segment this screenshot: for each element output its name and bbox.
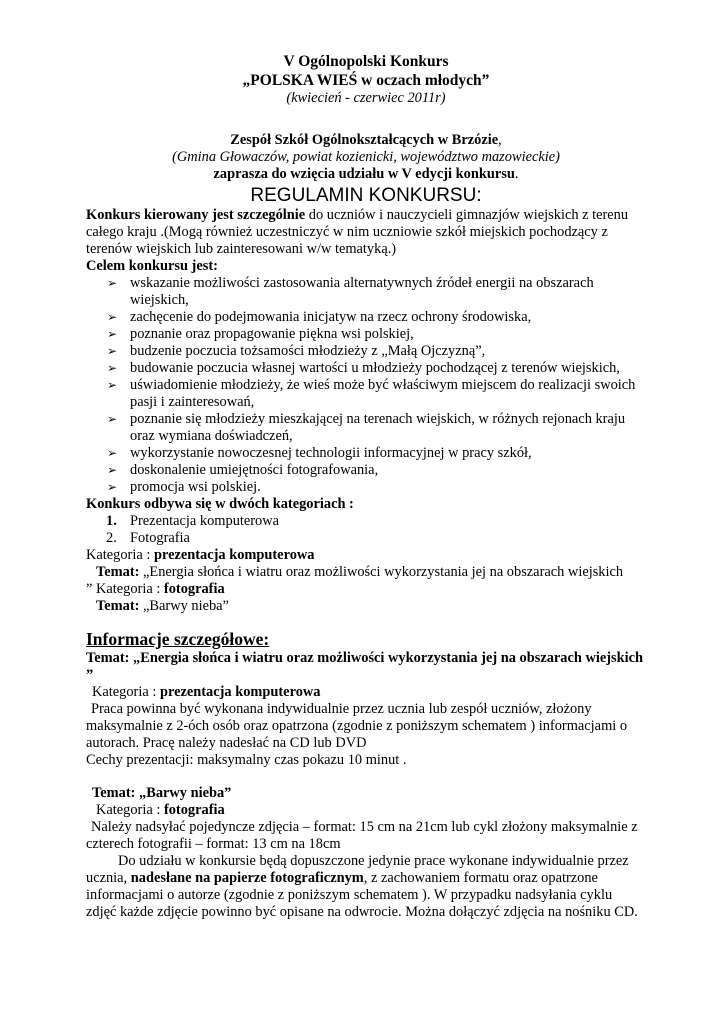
invite-line — [86, 166, 646, 183]
goal-item — [86, 326, 646, 343]
goal-text: poznanie oraz propagowanie piękna wsi polskiej, — [130, 326, 414, 342]
summary-temat2 — [86, 598, 646, 615]
details-cat2-value: fotografia — [163, 802, 225, 818]
summary-temat1 — [86, 564, 646, 581]
arrow-bullet-icon: ➢ — [107, 310, 118, 324]
details-para3-b: , z zachowaniem formatu oraz opatrzone informacjami o autorze (zgodnie z poniższym schematem ). W przypadku nadsyłania cyklu zdjęć każde zdjęcie powinno być opisane na odwrocie. Można dołączyć zdjęcia na nośniku CD. — [86, 870, 638, 920]
goal-text: budowanie poczucia własnej wartości u młodzieży pochodzącej z terenów wiejskich, — [130, 360, 620, 376]
goal-item — [86, 462, 646, 479]
details-temat1: Temat: „Energia słońca i wiatru oraz możliwości wykorzystania jej na obszarach wiejskich ” — [86, 650, 644, 683]
arrow-bullet-icon: ➢ — [107, 344, 118, 358]
summary-temat2-label: Temat: — [96, 598, 140, 614]
organizer-suffix: , — [498, 132, 502, 148]
organizer-location: (Gmina Głowaczów, powiat kozienicki, województwo mazowieckie) — [172, 149, 560, 165]
details-cat1-value: prezentacja komputerowa — [159, 684, 321, 700]
contest-dates: (kwiecień - czerwiec 2011r) — [286, 90, 446, 106]
summary-cat1 — [86, 547, 646, 564]
goal-item — [86, 411, 646, 445]
details-para2: Należy nadsyłać pojedyncze zdjęcia – format: 15 cm na 21cm lub cykl złożony maksymalnie z czterech fotografii – format: 13 cm na 18cm — [86, 819, 638, 852]
category-item — [86, 513, 646, 530]
details-heading: Informacje szczegółowe: — [86, 629, 270, 649]
summary-cat1-value: prezentacja komputerowa — [153, 547, 315, 563]
details-cat2 — [86, 802, 646, 819]
details-para3-bold: nadesłane na papierze fotograficznym — [130, 870, 364, 886]
category-item — [86, 530, 646, 547]
details-para3 — [86, 853, 646, 921]
arrow-bullet-icon: ➢ — [107, 480, 118, 494]
arrow-bullet-icon: ➢ — [107, 378, 118, 392]
contest-name-title: „POLSKA WIEŚ w oczach młodych” — [242, 72, 490, 89]
document-page — [86, 52, 646, 921]
intro-paragraph — [86, 207, 646, 258]
arrow-bullet-icon: ➢ — [107, 361, 118, 375]
intro-bold: Konkurs kierowany jest szczególnie — [86, 207, 306, 223]
categories-list — [86, 513, 646, 547]
goals-list — [86, 275, 646, 496]
goal-text: poznanie się młodzieży mieszkającej na terenach wiejskich, w różnych rejonach kraju oraz wymiana doświadczeń, — [130, 411, 626, 444]
goal-text: wykorzystanie nowoczesnej technologii informacyjnej w pracy szkół, — [130, 445, 532, 461]
arrow-bullet-icon: ➢ — [107, 463, 118, 477]
organizer-name: Zespół Szkół Ogólnokształcących w Brzózie — [230, 132, 499, 148]
details-para1b: Cechy prezentacji: maksymalny czas pokazu 10 minut . — [86, 752, 407, 768]
intro-rest: do uczniów i nauczycieli gimnazjów wiejskich z terenu całego kraju .(Mogą również uczestniczyć w nim uczniowie szkół miejskich pochodzący z terenów wiejskich lub zainteresowani w/w tematyką.) — [86, 207, 629, 257]
summary-temat1-tail — [86, 581, 646, 598]
goal-item — [86, 377, 646, 411]
invite-text: zaprasza do wzięcia udziału w V edycji konkursu — [213, 166, 515, 182]
goal-item — [86, 445, 646, 462]
goal-text: doskonalenie umiejętności fotografowania, — [130, 462, 379, 478]
arrow-bullet-icon: ➢ — [107, 412, 118, 426]
arrow-bullet-icon: ➢ — [107, 276, 118, 290]
contest-edition-title: V Ogólnopolski Konkurs — [283, 53, 449, 70]
details-cat1-prefix: Kategoria : — [92, 684, 160, 700]
goal-text: uświadomienie młodzieży, że wieś może być właściwym miejscem do realizacji swoich pasji i zainteresowań, — [130, 377, 636, 410]
goal-item — [86, 360, 646, 377]
summary-temat1-tail-text: ” Kategoria : — [86, 581, 164, 597]
goal-item — [86, 275, 646, 309]
summary-cat1-prefix: Kategoria : — [86, 547, 154, 563]
details-cat2-prefix: Kategoria : — [96, 802, 164, 818]
summary-temat1-label: Temat: — [96, 564, 140, 580]
goal-text: budzenie poczucia tożsamości młodzieży z „Małą Ojczyzną”, — [130, 343, 486, 359]
details-cat1 — [86, 684, 646, 701]
category-number: 1. — [106, 513, 117, 529]
organizer-line — [86, 132, 646, 149]
details-para3-a: Do udziału w konkursie będą dopuszczone jedynie prace wykonane indywidualnie przez ucznia, — [86, 853, 629, 886]
goals-heading: Celem konkursu jest: — [86, 258, 218, 274]
category-label: Prezentacja komputerowa — [130, 513, 280, 529]
categories-heading: Konkurs odbywa się w dwóch kategoriach : — [86, 496, 354, 512]
goal-text: zachęcenie do podejmowania inicjatyw na rzecz ochrony środowiska, — [130, 309, 532, 325]
summary-temat2-text: „Barwy nieba” — [139, 598, 229, 614]
category-number: 2. — [106, 530, 117, 546]
invite-suffix: . — [514, 166, 519, 182]
details-temat2: Temat: „Barwy nieba” — [92, 785, 232, 801]
summary-cat2-value: fotografia — [163, 581, 225, 597]
goal-text: promocja wsi polskiej. — [130, 479, 261, 495]
summary-temat1-text: „Energia słońca i wiatru oraz możliwości wykorzystania jej na obszarach wiejskich — [139, 564, 624, 580]
arrow-bullet-icon: ➢ — [107, 327, 118, 341]
goal-item — [86, 479, 646, 496]
arrow-bullet-icon: ➢ — [107, 446, 118, 460]
regulamin-title: REGULAMIN KONKURSU: — [250, 185, 482, 206]
details-para1: Praca powinna być wykonana indywidualnie przez ucznia lub zespół uczniów, złożony maksymalnie z 2-óch osób oraz opatrzona (zgodnie z poniższym schematem ) informacjami o autorach. Pracę należy nadesłać na CD lub DVD — [86, 701, 628, 751]
goal-item — [86, 343, 646, 360]
goal-item — [86, 309, 646, 326]
goal-text: wskazanie możliwości zastosowania alternatywnych źródeł energii na obszarach wiejskich, — [130, 275, 594, 308]
category-label: Fotografia — [130, 530, 190, 546]
